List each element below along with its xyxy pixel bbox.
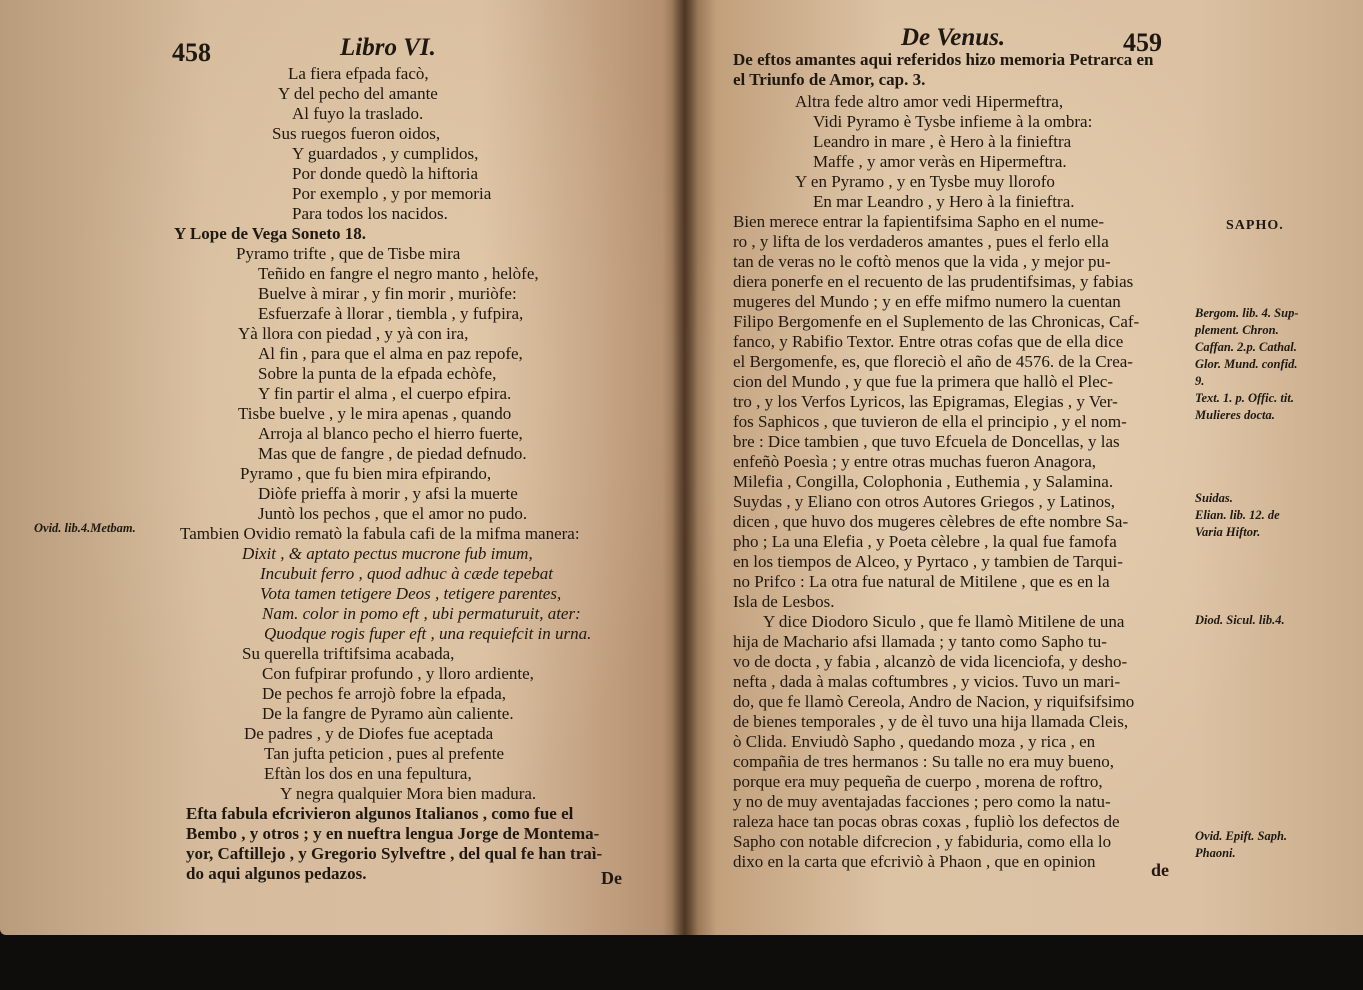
right-lines-37: y no de muy aventajadas facciones ; pero como la natu-	[733, 792, 1111, 811]
margin-note: Glor. Mund. confid.	[1195, 357, 1298, 371]
left-lines-4: Y guardados , y cumplidos,	[292, 144, 479, 163]
right-lines-40: dixo en la carta que efcriviò à Phaon , que en opinion	[733, 852, 1096, 871]
right-lines-3: Vidi Pyramo è Tysbe infieme à la ombra:	[813, 112, 1093, 131]
left-lines-15: Sobre la punta de la efpada echòfe,	[258, 364, 497, 383]
right-lines-23: dicen , que huvo dos mugeres cèlebres de efte nombre Sa-	[733, 512, 1129, 531]
right-lines-33: de bienes temporales , y de èl tuvo una hija llamada Cleis,	[733, 712, 1129, 731]
right-lines-29: hija de Machario afsi llamada ; y tanto como Sapho tu-	[733, 632, 1107, 651]
margin-note: Diod. Sicul. lib.4.	[1195, 613, 1285, 627]
left-lines-23: Tambien Ovidio rematò la fabula cafi de la mifma manera:	[180, 524, 580, 543]
left-lines-34: Tan jufta peticion , pues al prefente	[264, 744, 505, 763]
left-lines-17: Tisbe buelve , y le mira apenas , quando	[238, 404, 512, 423]
right-lines-18: fos Saphicos , que tuvieron de ella el principio , y el nom-	[733, 412, 1127, 431]
right-lines-16: cion del Mundo , y que fue la primera que hallò el Plec-	[733, 372, 1114, 391]
left-lines-28: Quodque rogis fuper eft , una requiefcit in urna.	[264, 624, 592, 643]
right-lines-14: fanco, y Rabifio Textor. Entre otras cofas que de ella dice	[733, 332, 1124, 351]
side-note-ovid: Ovid. lib.4.Metbam.	[34, 521, 136, 535]
left-lines-38: Bembo , y otros ; y en nueftra lengua Jorge de Montema-	[186, 824, 600, 843]
running-head-left: Libro VI.	[340, 34, 436, 61]
margin-note: Text. 1. p. Offic. tit.	[1195, 391, 1294, 405]
right-lines-11: diera ponerfe en el recuento de las prudentifsimas, y fabias	[733, 272, 1134, 291]
right-lines-39: Sapho con notable difcrecion , y fabiduria, como ella lo	[733, 832, 1112, 851]
right-lines-26: no Prifco : La otra fue natural de Mitilene , que es en la	[733, 572, 1110, 591]
left-lines-2: Al fuyo la traslado.	[292, 104, 424, 123]
right-lines-8: Bien merece entrar la fapientifsima Sapho en el nume-	[733, 212, 1105, 231]
left-lines-6: Por exemplo , y por memoria	[292, 184, 492, 203]
left-lines-25: Incubuit ferro , quod adhuc à cæde tepebat	[260, 564, 554, 583]
margin-note: Bergom. lib. 4. Sup-	[1195, 306, 1299, 320]
left-lines-14: Al fin , para que el alma en paz repofe,	[258, 344, 523, 363]
right-lines-2: Altra fede altro amor vedi Hipermeftra,	[795, 92, 1064, 111]
left-lines-8: Y Lope de Vega Soneto 18.	[174, 224, 367, 243]
left-lines-37: Efta fabula efcrivieron algunos Italianos , como fue el	[186, 804, 574, 823]
right-lines-1: el Triunfo de Amor, cap. 3.	[733, 70, 926, 89]
left-lines-35: Eftàn los dos en una fepultura,	[264, 764, 472, 783]
left-lines-10: Teñido en fangre el negro manto , helòfe,	[258, 264, 539, 283]
left-lines-32: De la fangre de Pyramo aùn caliente.	[262, 704, 514, 723]
left-lines-30: Con fufpirar profundo , y lloro ardiente,	[262, 664, 534, 683]
catchword-left: De	[601, 868, 622, 888]
left-lines-13: Yà llora con piedad , y yà con ira,	[238, 324, 469, 343]
right-lines-28: Y dice Diodoro Siculo , que fe llamò Mitilene de una	[763, 612, 1125, 631]
right-lines-32: do, que fe llamò Cereola, Andro de Nacion, y riquifsifsimo	[733, 692, 1135, 711]
left-lines-18: Arroja al blanco pecho el hierro fuerte,	[258, 424, 523, 443]
right-lines-34: ò Clida. Enviudò Sapho , quedando moza , y rica , en	[733, 732, 1096, 751]
margin-note: Varia Hiftor.	[1195, 525, 1261, 539]
right-lines-6: Y en Pyramo , y en Tysbe muy llorofo	[795, 172, 1055, 191]
right-lines-35: compañia de tres hermanos : Su talle no era muy bueno,	[733, 752, 1114, 771]
right-lines-15: el Bergomenfe, es, que floreciò el año de 4576. de la Crea-	[733, 352, 1133, 371]
margin-note: Suidas.	[1195, 491, 1233, 505]
left-lines-1: Y del pecho del amante	[278, 84, 438, 103]
right-lines-24: pho ; La una Elefia , y Poeta cèlebre , la qual fue famofa	[733, 532, 1117, 551]
left-lines-5: Por donde quedò la hiftoria	[292, 164, 479, 183]
left-lines-19: Mas que de fangre , de piedad defnudo.	[258, 444, 527, 463]
left-page	[0, 0, 690, 935]
right-lines-22: Suydas , y Eliano con otros Autores Griegos , y Latinos,	[733, 492, 1115, 511]
right-lines-20: enfeñò Poesìa ; y entre otras muchas fueron Anagora,	[733, 452, 1097, 471]
left-lines-24: Dixit , & aptato pectus mucrone fub imum,	[242, 544, 533, 563]
heading-sapho: SAPHO.	[1226, 218, 1284, 233]
right-lines-13: Filipo Bergomenfe en el Suplemento de las Chronicas, Caf-	[733, 312, 1140, 331]
page-number-left: 458	[172, 38, 211, 67]
left-lines-31: De pechos fe arrojò fobre la efpada,	[262, 684, 507, 703]
right-lines-36: porque era muy pequeña de cuerpo , morena de roftro,	[733, 772, 1103, 791]
left-lines-39: yor, Caftillejo , y Gregorio Sylveftre , del qual fe han traì-	[186, 844, 603, 863]
right-lines-0: De eftos amantes aqui referidos hizo memoria Petrarca en	[733, 50, 1154, 69]
left-lines-40: do aqui algunos pedazos.	[186, 864, 367, 883]
right-lines-25: en los tiempos de Alceo, y Pyrtaco , y tambien de Tarqui-	[733, 552, 1123, 571]
left-lines-20: Pyramo , que fu bien mira efpirando,	[240, 464, 492, 483]
left-lines-16: Y fin partir el alma , el cuerpo efpira.	[258, 384, 512, 403]
right-lines-9: ro , y lifta de los verdaderos amantes , pues el ferlo ella	[733, 232, 1109, 251]
left-lines-12: Esfuerzafe à llorar , tiembla , y fufpira,	[258, 304, 524, 323]
left-lines-3: Sus ruegos fueron oidos,	[272, 124, 441, 143]
right-lines-31: nefta , dada à malas coftumbres , y vicios. Tuvo un mari-	[733, 672, 1121, 691]
margin-note: Caffan. 2.p. Cathal.	[1195, 340, 1297, 354]
left-lines-21: Diòfe prieffa à morir , y afsi la muerte	[258, 484, 518, 503]
right-lines-7: En mar Leandro , y Hero à la finieftra.	[813, 192, 1075, 211]
right-lines-30: vo de docta , y fabia , alcanzò de vida licenciofa, y desho-	[733, 652, 1128, 671]
left-lines-27: Nam. color in pomo eft , ubi permaturuit, ater:	[262, 604, 581, 623]
right-page	[683, 0, 1363, 935]
left-lines-33: De padres , y de Diofes fue aceptada	[244, 724, 494, 743]
left-lines-29: Su querella triftifsima acabada,	[242, 644, 455, 663]
right-lines-27: Isla de Lesbos.	[733, 592, 835, 611]
right-lines-12: mugeres del Mundo ; y en effe mifmo numero la cuentan	[733, 292, 1121, 311]
margin-note: 9.	[1195, 374, 1205, 388]
running-head-right: De Venus.	[901, 24, 1006, 51]
left-lines-36: Y negra qualquier Mora bien madura.	[280, 784, 537, 803]
right-lines-21: Milefia , Congilla, Colophonia , Euthemia , y Salamina.	[733, 472, 1114, 491]
right-lines-5: Maffe , y amor veràs en Hipermeftra.	[813, 152, 1067, 171]
left-lines-11: Buelve à mirar , y fin morir , muriòfe:	[258, 284, 517, 303]
right-lines-38: raleza hace tan pocas obras coxas , fupliò los defectos de	[733, 812, 1120, 831]
left-lines-26: Vota tamen tetigere Deos , tetigere parentes,	[260, 584, 562, 603]
catchword-right: de	[1151, 860, 1169, 880]
margin-note: plement. Chron.	[1195, 323, 1279, 337]
page-number-right: 459	[1123, 28, 1162, 57]
left-lines-7: Para todos los nacidos.	[292, 204, 448, 223]
margin-note: Elian. lib. 12. de	[1195, 508, 1280, 522]
right-lines-17: tro , y los Verfos Lyricos, las Epigramas, Elegias , y Ver-	[733, 392, 1118, 411]
right-lines-19: bre : Dice tambien , que tuvo Efcuela de Doncellas, y las	[733, 432, 1120, 451]
margin-note: Ovid. Epift. Saph.	[1195, 829, 1288, 843]
margin-note: Mulieres docta.	[1195, 408, 1275, 422]
left-lines-22: Juntò los pechos , que el amor no pudo.	[258, 504, 528, 523]
left-lines-0: La fiera efpada facò,	[288, 64, 429, 83]
book-gutter	[672, 0, 698, 935]
right-lines-10: tan de veras no le coftò menos que la vida , y mejor pu-	[733, 252, 1111, 271]
right-lines-4: Leandro in mare , è Hero à la finieftra	[813, 132, 1072, 151]
left-lines-9: Pyramo trifte , que de Tisbe mira	[236, 244, 461, 263]
margin-note: Phaoni.	[1195, 846, 1236, 860]
